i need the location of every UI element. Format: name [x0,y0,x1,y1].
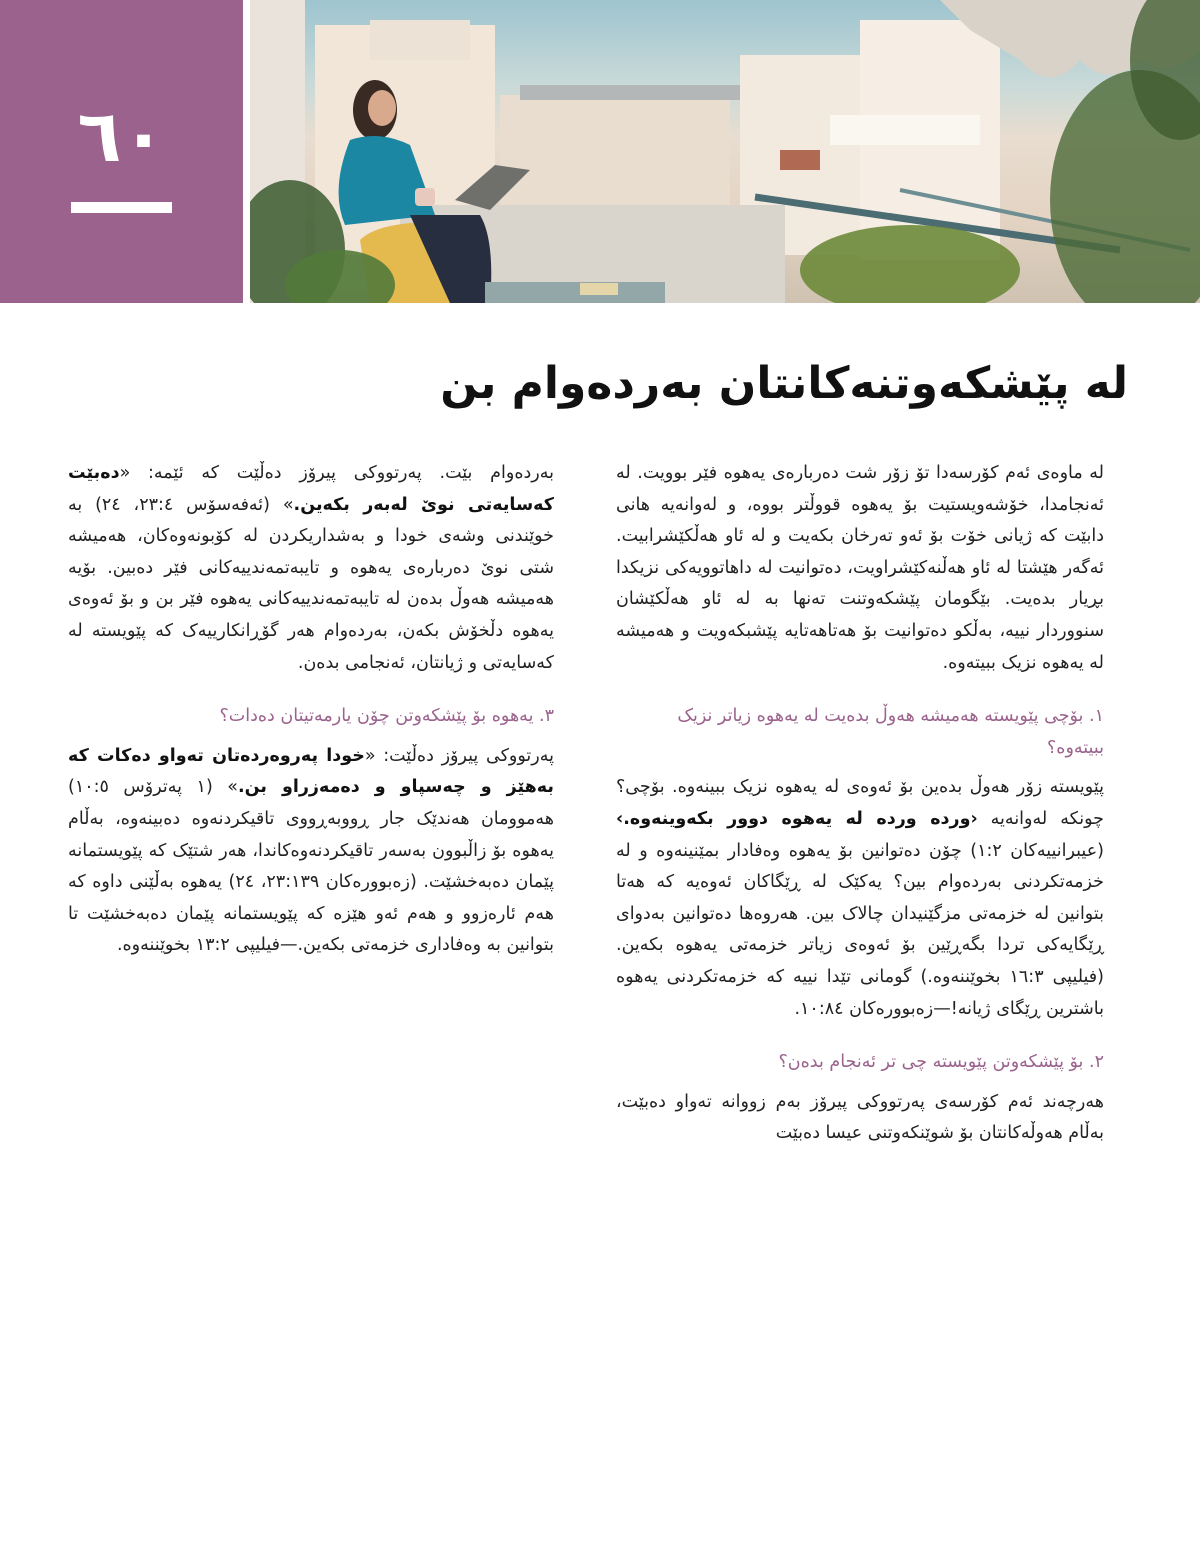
question-text: یه‌هوه‌ بۆ پێشکه‌وتن چۆن یارمه‌تیتان ده‌دات؟ [219,706,534,727]
city-distance [500,95,730,215]
lesson-number-underline [71,202,172,213]
scripture-quote: ده‌بێت که‌سایه‌تی نوێ له‌به‌ر بکه‌ین. [68,463,554,515]
booklet-shape [580,283,618,295]
question-1 [616,701,1104,764]
table-shape [485,282,665,303]
hero-image [250,0,1200,303]
question-number: ٢. [1089,1052,1104,1073]
roof-tile [780,150,820,170]
intro-paragraph: له‌ ماوه‌ی ئه‌م کۆرسه‌دا تۆ زۆر شت ده‌رباره‌ی یه‌هوه‌ فێر بوویت. له‌ ئه‌نجامدا، خۆشه‌ویستیت بۆ یه‌هوه‌ قووڵتر بووه‌، و له‌وانه‌یه‌ هانی دابێت که‌ ژیانی خۆت بۆ ئه‌و ته‌رخان بکه‌یت و له‌ ئاو هه‌ڵکێشرابیت. ئه‌گه‌ر هێشتا له‌ ئاو هه‌ڵنه‌کێشراویت، ده‌توانیت له‌ داهاتوویه‌کی نزیکدا بڕیار بده‌یت. بێگومان پێشکه‌وتنت ته‌نها به‌ له‌ ئاو هه‌ڵکێشان سنووردار نییه‌، به‌ڵکو ده‌توانیت بۆ هه‌تاهه‌تایه‌ پێشبکه‌ویت و هه‌میشه‌ له‌ یه‌هوه‌ نزیک ببیته‌وه‌. [616,463,1104,673]
question-text: بۆ پێشکه‌وتن پێویسته‌ چی تر ئه‌نجام بده‌ن؟ [778,1052,1084,1073]
left-column [68,458,554,984]
body-text: (عیبرانییه‌کان ١:٢) چۆن ده‌توانین بۆ یه‌هوه‌ وه‌فادار بمێنینه‌وه‌ و له‌ خزمه‌تکردنی به‌رده‌وام بین؟ یه‌کێک له‌ ڕێگاکان ئه‌وه‌یه‌ که‌ هه‌تا بتوانین له‌ خزمه‌تی مزگێنیدان چالاک بین. هه‌روه‌ها ده‌توانین به‌دوای ڕێگایه‌کی تردا بگه‌ڕێین بۆ ئه‌وه‌ی زیاتر خزمه‌تی یه‌هوه‌ بکه‌ین. (فیلیپی ١٦:٣ بخوێننه‌وه‌.) گومانی تێدا نییه‌ که‌ خزمه‌تکردنی یه‌هوه‌ باشترین ڕێگای ژیانه‌!—زه‌بووره‌کان ١٠:٨٤. [616,840,1105,1019]
question-3 [68,701,554,733]
distant-hills [520,85,740,100]
body-text: به‌رده‌وام بێت. په‌رتووکی پیرۆز ده‌ڵێت که‌ ئێمه‌: « [119,463,554,483]
right-column [616,458,1104,1172]
balcony-rail [830,115,980,145]
building-shape [370,20,470,60]
body-text: پێویسته‌ زۆر هه‌وڵ بده‌ین بۆ ئه‌وه‌ی له‌ یه‌هوه‌ نزیک ببینه‌وه‌. بۆچی؟ چونکه‌ له‌وانه‌یه‌ [616,777,1104,829]
page-title: له‌ پێشکه‌وتنه‌کانتان به‌رده‌وام بن [440,358,1128,409]
lesson-number-box [0,0,243,303]
cup-shape [415,188,435,206]
question-2-body: هه‌رچه‌ند ئه‌م کۆرسه‌ی په‌رتووکی پیرۆز به‌م زووانه‌ ته‌واو ده‌بێت، به‌ڵام هه‌وڵه‌کانتان بۆ شوێنکه‌وتنی عیسا ده‌بێت [616,1091,1104,1144]
question-3-body [68,741,554,962]
lesson-number: ٦٠ [77,94,166,178]
woman-face [368,90,396,126]
question-number: ٣. [539,706,554,727]
question-2-body-continued [68,458,554,679]
body-text: » (١ په‌ترۆس ١٠:٥) هه‌موومان هه‌ندێک جار ڕووبه‌ڕووی تاقیکردنه‌وه‌ ده‌بینه‌وه‌، به‌ڵام یه‌هوه‌ بۆ زاڵبوون به‌سه‌ر تاقیکردنه‌وه‌کاندا، هه‌ر شتێک که‌ پێویستمانه‌ پێمان ده‌به‌خشێت. (زه‌بووره‌کان ٢٣:١٣٩، ٢٤) یه‌هوه‌ به‌ڵێنی داوه‌ که‌ هه‌م ئاره‌زوو و هه‌م ئه‌و هێزه‌ که‌ پێویستمانه‌ پێمان ده‌به‌خشێت تا بتوانین به‌ وه‌فاداری خزمه‌تی بکه‌ین.—فیلیپی ١٣:٢ بخوێننه‌وه‌. [68,777,554,956]
body-text: په‌رتووکی پیرۆز ده‌ڵێت: « [364,745,554,766]
balcony-photo-illustration [250,0,1200,303]
scripture-quote: خودا په‌روه‌رده‌تان ته‌واو ده‌کات که‌ به‌هێز و چه‌سپاو و ده‌مه‌زراو بن. [68,745,554,798]
question-1-body [616,772,1104,1025]
scripture-quote: ‹ورده‌ ورده‌ له‌ یه‌هوه‌ دوور بکه‌وینه‌وه‌.› [616,808,978,829]
question-text: بۆچی پێویسته‌ هه‌میشه‌ هه‌وڵ بده‌یت له‌ یه‌هوه‌ زیاتر نزیک ببیته‌وه‌؟ [677,706,1104,758]
question-2 [616,1047,1104,1079]
body-text: » (ئه‌فه‌سۆس ٢٣:٤، ٢٤) به‌ خوێندنی وشه‌ی خودا و به‌شداریکردن له‌ کۆبونه‌وه‌کان، هه‌میشه‌ شتی نوێ ده‌رباره‌ی یه‌هوه‌ و تایبه‌تمه‌ندییه‌کانی فێر ده‌بین. بۆیه‌ هه‌میشه‌ هه‌وڵ بده‌ن له‌ تایبه‌تمه‌ندییه‌کانی یه‌هوه‌ فێر بن و بۆ ئه‌وه‌ی یه‌هوه‌ دڵخۆش بکه‌ن، به‌رده‌وام هه‌ر گۆڕانکارییه‌ک که‌ پێویسته‌ له‌ که‌سایه‌تی و ژیانتان، ئه‌نجامی بده‌ن. [68,494,554,673]
question-number: ١. [1089,706,1104,727]
